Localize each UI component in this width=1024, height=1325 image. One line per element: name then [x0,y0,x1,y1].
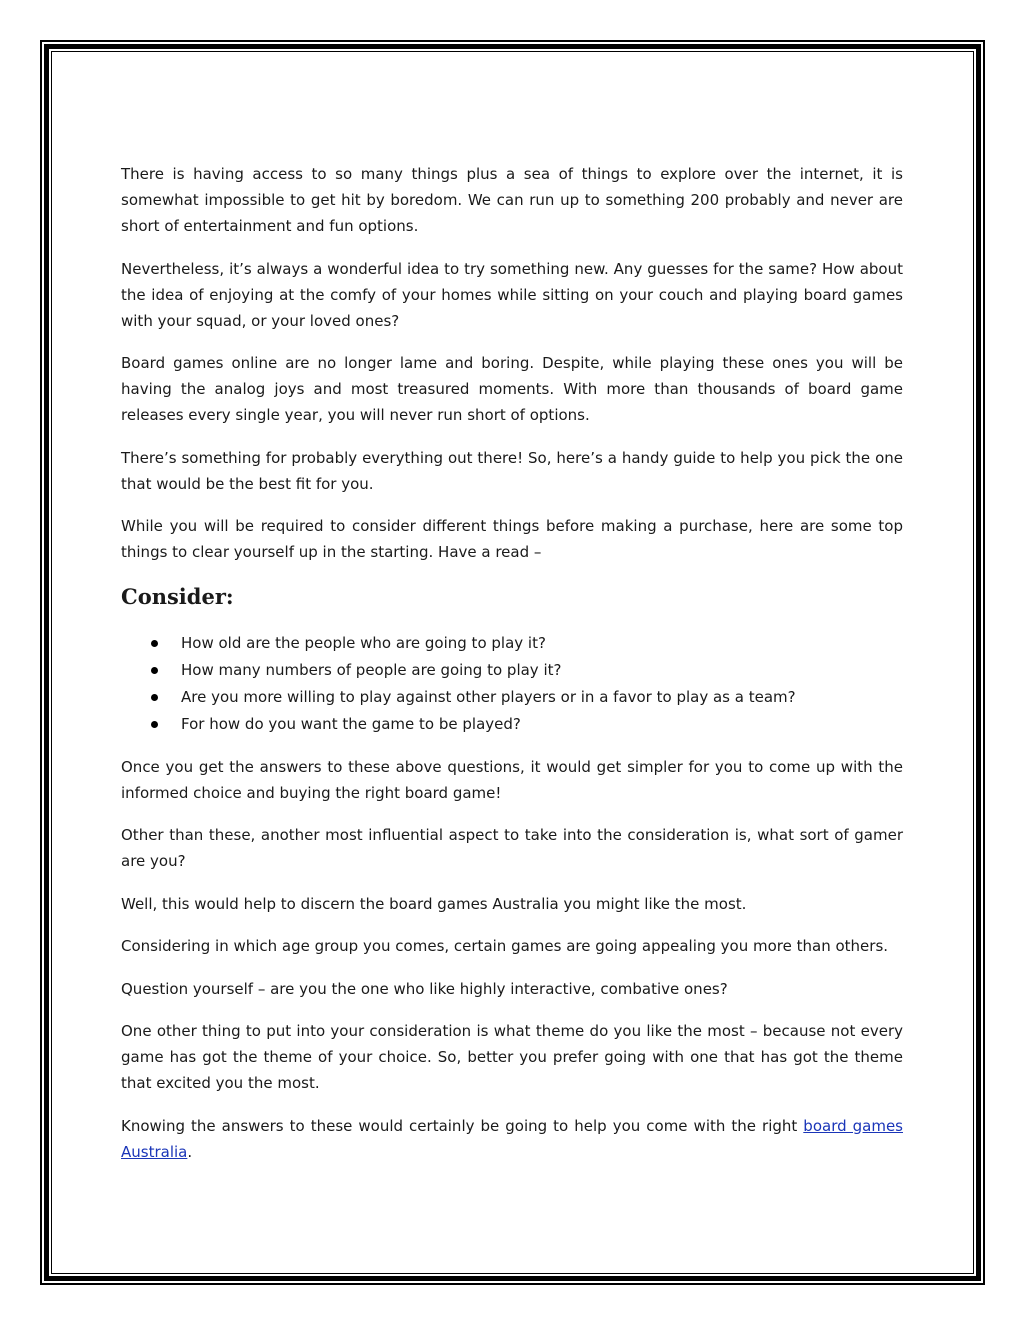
final-paragraph-end: . [187,1142,193,1161]
intro-paragraph-5: While you will be required to consider different things before making a purchase, here are some top things to clear yourself up in the starting. Have a read – [121,517,903,561]
bullet-icon [151,640,158,647]
list-item-text: How many numbers of people are going to play it? [181,660,562,679]
list-item-text: For how do you want the game to be played? [181,714,521,733]
intro-paragraph-3: Board games online are no longer lame and boring. Despite, while playing these ones you will be having the analog joys and most treasured moments. With more than thousands of board game releases every single year, you will never run short of options. [121,354,903,424]
intro-paragraph-2: Nevertheless, it’s always a wonderful idea to try something new. Any guesses for the same? How about the idea of enjoying at the comfy of your homes while sitting on your couch and playing board games with your squad, or your loved ones? [121,259,903,330]
list-item [121,711,903,738]
bullet-icon [151,694,158,701]
list-item-text: Are you more willing to play against other players or in a favor to play as a team? [181,687,796,706]
list-item-text: How old are the people who are going to play it? [181,633,546,652]
list-item [121,657,903,684]
body-paragraph-6: One other thing to put into your consideration is what theme do you like the most – because not every game has got the theme of your choice. So, better you prefer going with one that has got the theme that excited you the most. [121,1022,903,1092]
intro-paragraph-1: There is having access to so many things plus a sea of things to explore over the internet, it is somewhat impossible to get hit by boredom. We can run up to something 200 probably and never are short of entertainment and fun options. [121,165,903,235]
list-item [121,684,903,711]
intro-paragraph-4: There’s something for probably everything out there! So, here’s a handy guide to help you pick the one that would be the best fit for you. [121,448,903,493]
document-body [121,161,903,1181]
final-paragraph-text: Knowing the answers to these would certainly be going to help you come with the right [121,1116,804,1135]
body-paragraph-3: Well, this would help to discern the board games Australia you might like the most. [121,894,747,913]
consider-list [121,630,903,738]
list-item [121,630,903,657]
body-paragraph-1: Once you get the answers to these above questions, it would get simpler for you to come up with the informed choice and buying the right board game! [121,757,903,802]
body-paragraph-5: Question yourself – are you the one who like highly interactive, combative ones? [121,979,728,998]
bullet-icon [151,721,158,728]
body-paragraph-2: Other than these, another most influential aspect to take into the consideration is, what sort of gamer are you? [121,826,903,870]
section-heading: Consider: [121,583,234,609]
final-paragraph [121,1113,903,1165]
board-games-australia-link[interactable]: board games Australia [121,1116,903,1161]
body-paragraph-4: Considering in which age group you comes, certain games are going appealing you more than others. [121,937,889,955]
bullet-icon [151,667,158,674]
